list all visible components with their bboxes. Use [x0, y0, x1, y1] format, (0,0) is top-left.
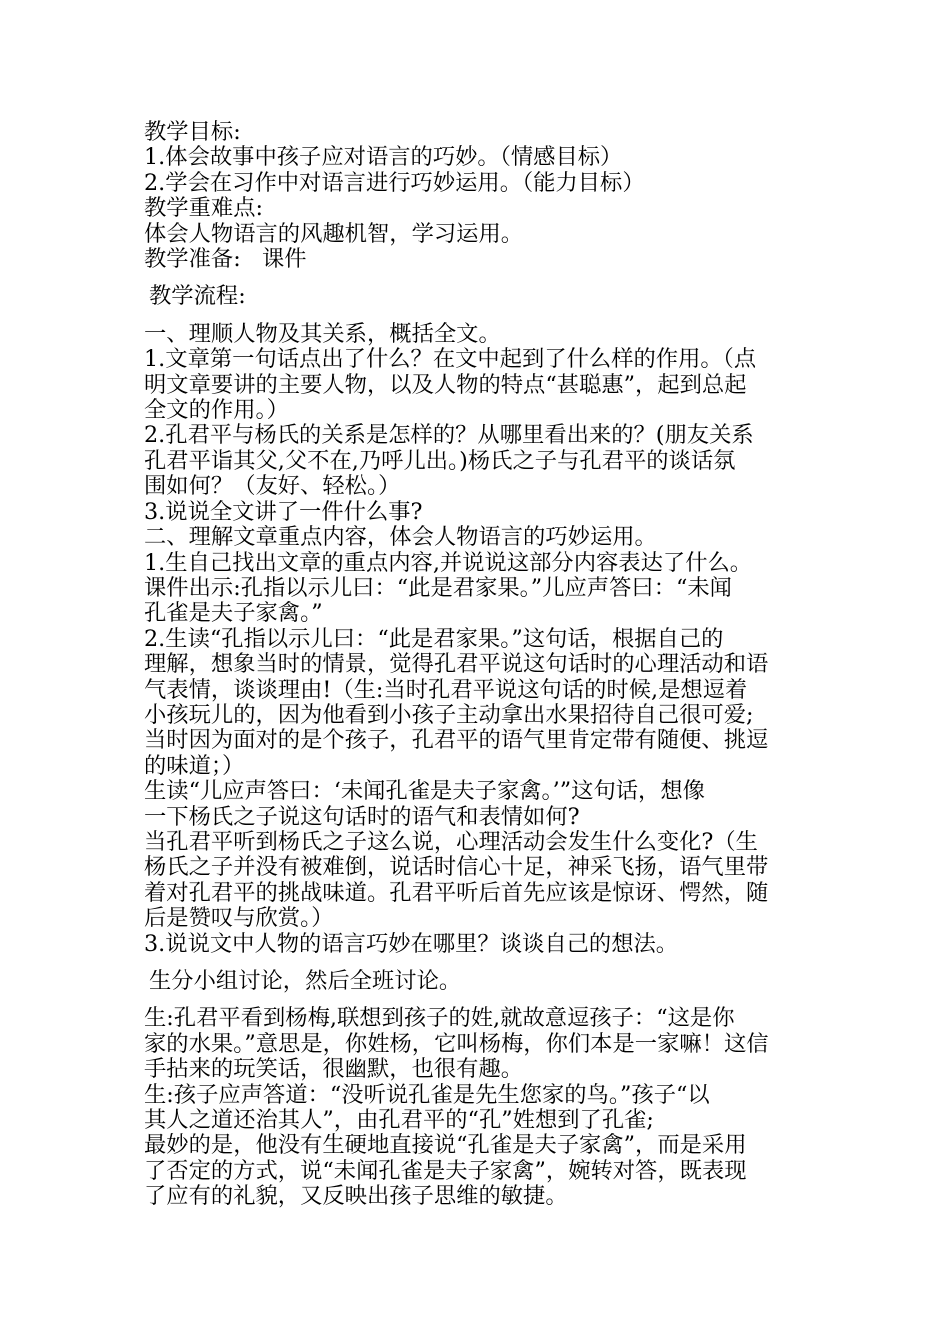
text-line: 理解，想象当时的情景，觉得孔君平说这句话时的心理活动和语: [144, 651, 769, 678]
text-line: 课件出示:孔指以示儿曰：“此是君家果。”儿应声答曰：“未闻: [144, 574, 732, 601]
preparation-line: 教学准备: 课件: [144, 246, 307, 273]
text-line: 围如何？（友好、轻松。）: [144, 473, 401, 500]
text-line: 生读“儿应声答曰：‘未闻孔雀是夫子家禽。’”这句话，想像: [144, 778, 705, 805]
process-heading: 教学流程:: [149, 283, 246, 310]
discussion-line: 生分小组讨论，然后全班讨论。: [149, 968, 462, 994]
text-line: 后是赞叹与欣赏。）: [144, 905, 334, 932]
text-line: 2.孔君平与杨氏的关系是怎样的？从哪里看出来的？(朋友关系: [144, 422, 754, 449]
key-points-text: 体会人物语言的风趣机智，学习运用。: [144, 220, 524, 247]
answer-line: 其人之道还治其人”，由孔君平的“孔”姓想到了孔雀;: [144, 1107, 654, 1134]
answer-line: 家的水果。”意思是，你姓杨，它叫杨梅，你们本是一家嘛！这信: [144, 1030, 769, 1057]
text-line: 气表情，谈谈理由!（生:当时孔君平说这句话的时候,是想逗着: [144, 676, 748, 703]
text-line: 当时因为面对的是个孩子，孔君平的语气里肯定带有随便、挑逗: [144, 727, 769, 754]
text-line: 孔君平诣其父,父不在,乃呼儿出。)杨氏之子与孔君平的谈话氛: [144, 447, 736, 474]
text-line: 1.生自己找出文章的重点内容,并说说这部分内容表达了什么。: [144, 549, 753, 576]
text-line: 3.说说文中人物的语言巧妙在哪里？谈谈自己的想法。: [144, 930, 679, 957]
document-page: [144, 120, 812, 1210]
key-points-heading: 教学重难点:: [144, 195, 263, 222]
text-line: 3.说说全文讲了一件什么事?: [144, 498, 423, 525]
text-line: 孔雀是夫子家禽。”: [144, 600, 323, 627]
text-line: 二、理解文章重点内容，体会人物语言的巧妙运用。: [144, 524, 657, 551]
text-line: 杨氏之子并没有被难倒，说话时信心十足，神采飞扬，语气里带: [144, 854, 769, 881]
answer-line: 手拈来的玩笑话，很幽默，也很有趣。: [144, 1056, 524, 1083]
text-line: 一下杨氏之子说这句话时的语气和表情如何?: [144, 803, 580, 830]
text-line: 全文的作用。）: [144, 397, 289, 424]
answer-line: 最妙的是，他没有生硬地直接说“孔雀是夫子家禽”，而是采用: [144, 1132, 747, 1159]
text-line: 2.生读“孔指以示儿曰：“此是君家果。”这句话，根据自己的: [144, 625, 724, 652]
objectives-heading: 教学目标:: [144, 119, 241, 145]
text-line: 小孩玩儿的，因为他看到小孩子主动拿出水果招待自己很可爱;: [144, 701, 754, 728]
answer-line: 生:孩子应声答道：“没听说孔雀是先生您家的鸟。”孩子“以: [144, 1081, 710, 1108]
text-line: 一、理顺人物及其关系，概括全文。: [144, 320, 501, 347]
text-line: 1.文章第一句话点出了什么？在文中起到了什么样的作用。（点: [144, 346, 757, 373]
text-line: 当孔君平听到杨氏之子这么说，心理活动会发生什么变化?（生: [144, 828, 758, 855]
text-line: 明文章要讲的主要人物，以及人物的特点“甚聪惠”，起到总起: [144, 371, 747, 398]
answer-line: 生:孔君平看到杨梅,联想到孩子的姓,就故意逗孩子：“这是你: [144, 1005, 735, 1032]
text-line: 的味道；）: [144, 752, 245, 779]
answer-line: 了应有的礼貌，又反映出孩子思维的敏捷。: [144, 1183, 568, 1210]
text-line: 着对孔君平的挑战味道。孔君平听后首先应该是惊讶、愕然，随: [144, 879, 769, 906]
answer-line: 了否定的方式，说“未闻孔雀是夫子家禽”，婉转对答，既表现: [144, 1157, 747, 1184]
objective-1: 1.体会故事中孩子应对语言的巧妙。（情感目标）: [144, 144, 623, 171]
objective-2: 2.学会在习作中对语言进行巧妙运用。（能力目标）: [144, 169, 645, 196]
